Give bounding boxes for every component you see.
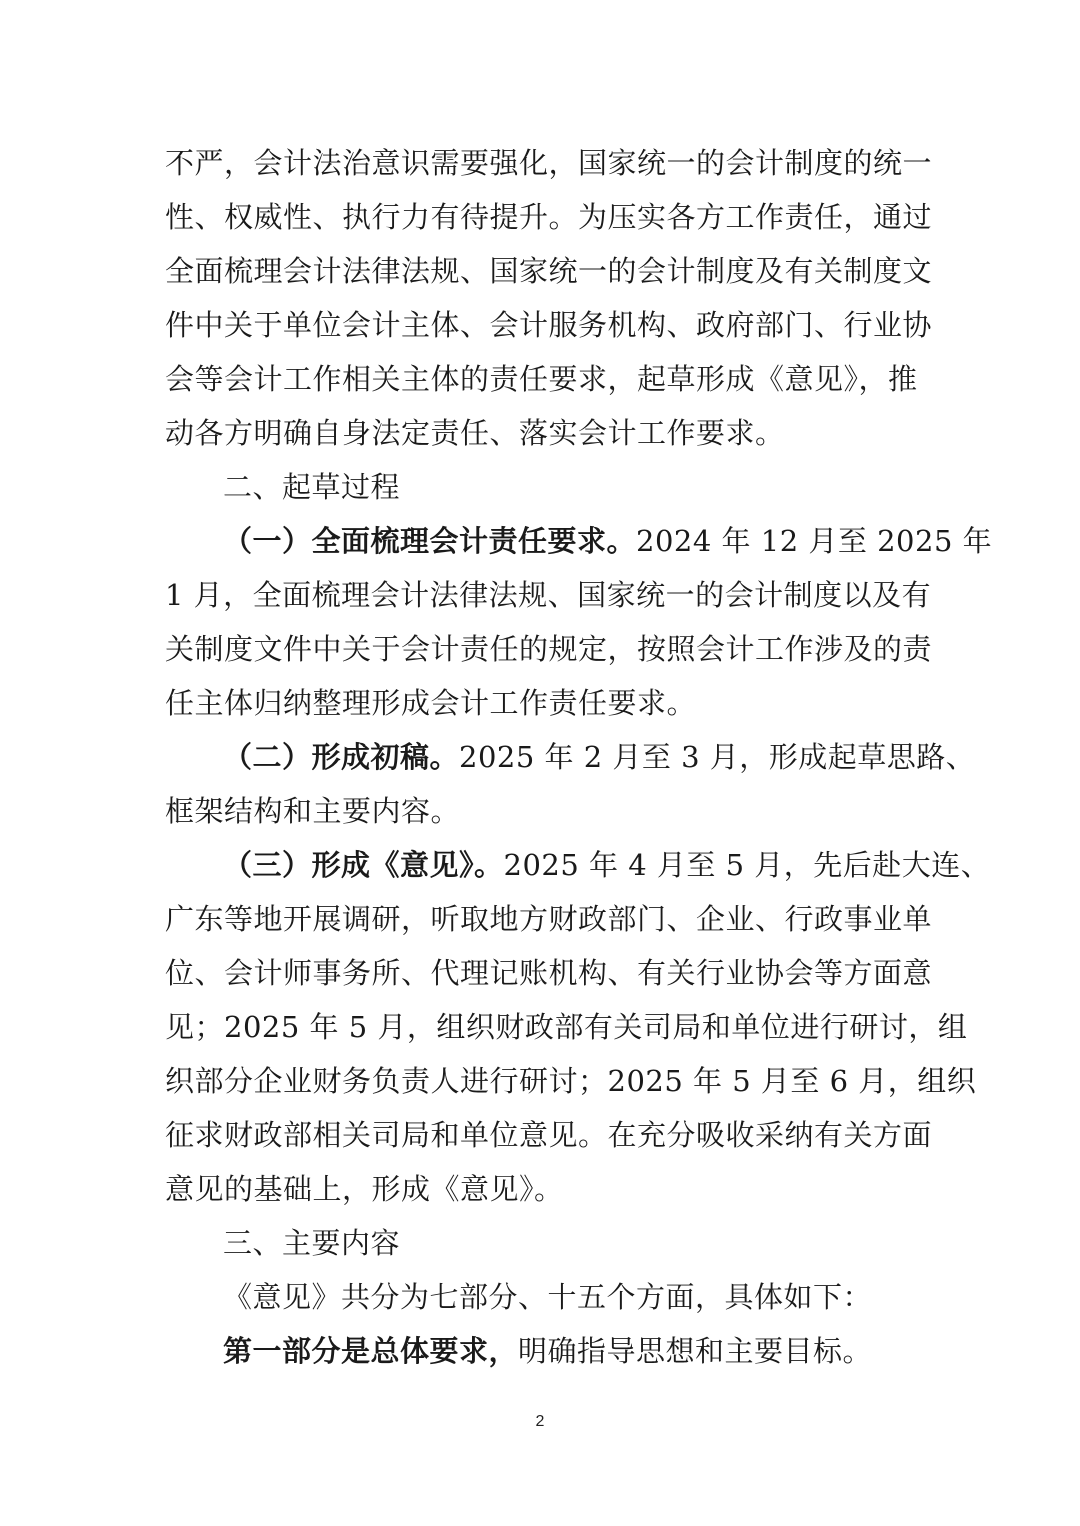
text-line: 不严，会计法治意识需要强化，国家统一的会计制度的统一 [165,146,933,180]
page-number: 2 [535,1413,545,1430]
text-line: 见；2025 年 5 月，组织财政部有关司局和单位进行研讨，组 [165,1010,968,1044]
item-1-title: （一）全面梳理会计责任要求。 [223,524,637,558]
text-line: 全面梳理会计法律法规、国家统一的会计制度及有关制度文 [165,254,933,288]
text-line: 关制度文件中关于会计责任的规定，按照会计工作涉及的责 [165,632,933,666]
text-line: 性、权威性、执行力有待提升。为压实各方工作责任，通过 [165,200,933,234]
text-line [165,514,993,568]
text-line: 广东等地开展调研，听取地方财政部门、企业、行政事业单 [165,902,933,936]
text-line: 动各方明确自身法定责任、落实会计工作要求。 [165,416,785,450]
item-3-paragraph [165,838,991,1216]
text-line: 框架结构和主要内容。 [165,794,461,828]
item-2-paragraph [165,730,976,838]
item-3-text: 2025 年 4 月至 5 月，先后赴大连、 [503,848,991,882]
text-line: 意见的基础上，形成《意见》。 [165,1172,564,1206]
part-1-text: 明确指导思想和主要目标。 [518,1334,873,1368]
section-heading-main-content: 三、主要内容 [223,1226,401,1260]
text-line: 1 月，全面梳理会计法律法规、国家统一的会计制度以及有 [165,578,932,612]
main-content-intro: 《意见》共分为七部分、十五个方面，具体如下： [223,1280,873,1314]
item-2-text: 2025 年 2 月至 3 月，形成起草思路、 [459,740,976,774]
text-line: 会等会计工作相关主体的责任要求，起草形成《意见》，推 [165,362,918,396]
item-3-title: （三）形成《意见》。 [223,848,504,882]
text-line: 任主体归纳整理形成会计工作责任要求。 [165,686,697,720]
text-line: 织部分企业财务负责人进行研讨；2025 年 5 月至 6 月，组织 [165,1064,977,1098]
section-heading-drafting-process: 二、起草过程 [223,470,401,504]
item-1-paragraph [165,514,993,730]
part-1-paragraph [165,1324,915,1378]
document-page [165,136,993,1378]
paragraph-continued [165,136,933,460]
text-line: 件中关于单位会计主体、会计服务机构、政府部门、行业协 [165,308,933,342]
item-1-text: 2024 年 12 月至 2025 年 [636,524,993,558]
text-line [165,730,976,784]
text-line: 位、会计师事务所、代理记账机构、有关行业协会等方面意 [165,956,933,990]
text-line: 征求财政部相关司局和单位意见。在充分吸收采纳有关方面 [165,1118,933,1152]
text-line [165,838,991,892]
part-1-title: 第一部分是总体要求， [223,1334,519,1368]
item-2-title: （二）形成初稿。 [223,740,460,774]
